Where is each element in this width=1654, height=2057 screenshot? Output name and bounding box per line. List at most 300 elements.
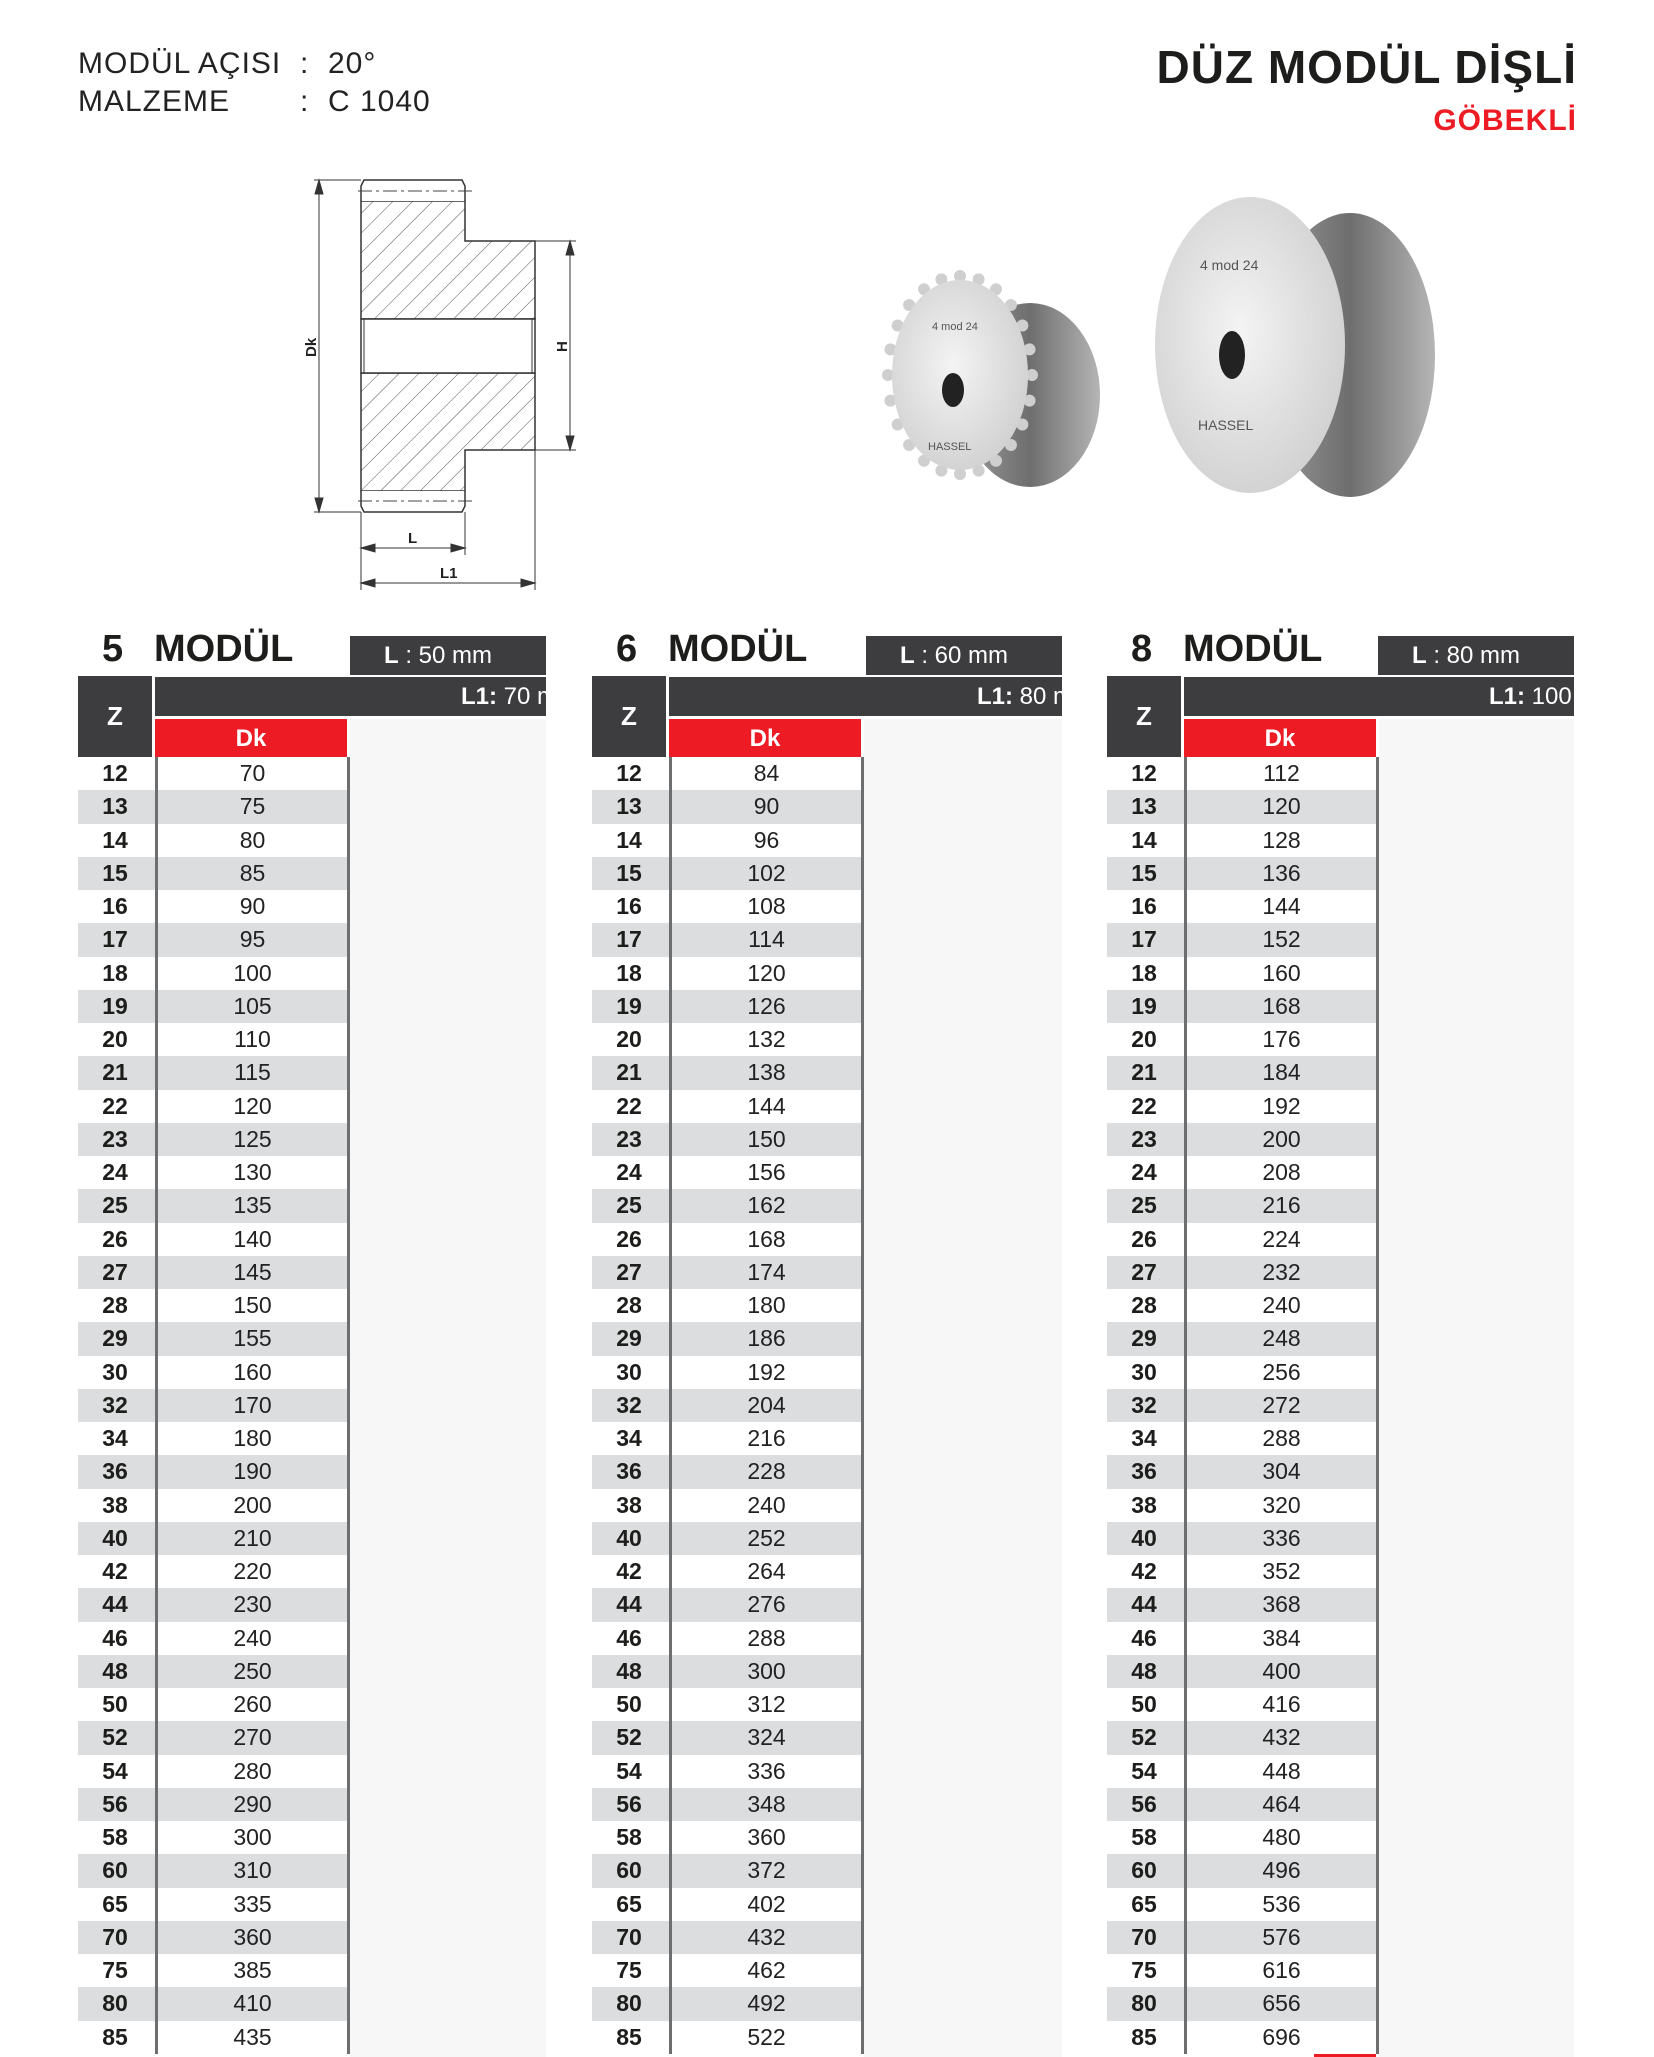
module-table-5	[78, 620, 578, 2057]
table-row	[1107, 1854, 1379, 1887]
table-row	[592, 1389, 864, 1422]
dk-cell: 240	[155, 1622, 350, 1655]
z-cell: 14	[1131, 826, 1157, 853]
l-label: L	[1412, 642, 1427, 669]
table-row	[592, 824, 864, 857]
dk-column-header: Dk	[1184, 719, 1376, 757]
dk-cell: 152	[1184, 923, 1379, 956]
module-word: MODÜL	[1183, 628, 1323, 670]
z-cell: 20	[616, 1026, 642, 1053]
table-row	[592, 990, 864, 1023]
z-cell: 26	[102, 1225, 128, 1252]
table-row	[78, 857, 350, 890]
dk-cell: 324	[669, 1721, 864, 1754]
dk-cell: 162	[669, 1189, 864, 1222]
z-cell: 52	[102, 1724, 128, 1751]
dk-cell: 348	[669, 1788, 864, 1821]
table-row	[592, 1223, 864, 1256]
table-row	[592, 1422, 864, 1455]
z-cell: 56	[102, 1790, 128, 1817]
z-cell: 70	[1131, 1923, 1157, 1950]
dk-cell: 85	[155, 857, 350, 890]
large-gear-engraving: 4 mod 24	[1200, 257, 1259, 273]
z-cell: 30	[102, 1358, 128, 1385]
z-cell: 75	[616, 1957, 642, 1984]
table-row	[78, 923, 350, 956]
dk-cell: 160	[155, 1356, 350, 1389]
table-row	[1107, 1588, 1379, 1621]
page-subtitle: GÖBEKLİ	[1433, 104, 1577, 137]
z-cell: 18	[1131, 959, 1157, 986]
dk-cell: 96	[669, 824, 864, 857]
table-row	[592, 1056, 864, 1089]
dk-cell: 304	[1184, 1455, 1379, 1488]
table-row	[592, 1588, 864, 1621]
table-row	[592, 1655, 864, 1688]
z-cell: 36	[102, 1458, 128, 1485]
z-cell: 70	[616, 1923, 642, 1950]
l1-dimension-row	[155, 677, 578, 716]
dk-cell: 310	[155, 1854, 350, 1887]
dk-cell: 75	[155, 790, 350, 823]
dk-cell: 156	[669, 1156, 864, 1189]
z-cell: 15	[102, 859, 128, 886]
module-word: MODÜL	[668, 628, 808, 670]
table-row	[1107, 1987, 1379, 2020]
dk-cell: 220	[155, 1555, 350, 1588]
z-cell: 29	[102, 1325, 128, 1352]
table-row	[592, 1921, 864, 1954]
table-row	[1107, 890, 1379, 923]
l-value: : 60 mm	[921, 642, 1009, 669]
table-row	[1107, 824, 1379, 857]
z-cell: 16	[102, 893, 128, 920]
dk-cell: 696	[1184, 2021, 1379, 2054]
dk-cell: 174	[669, 1256, 864, 1289]
dk-cell: 140	[155, 1223, 350, 1256]
page-title: DÜZ MODÜL DİŞLİ	[1156, 41, 1577, 93]
z-cell: 19	[102, 992, 128, 1019]
z-cell: 32	[616, 1391, 642, 1418]
table-row	[592, 1622, 864, 1655]
table-row	[1107, 1056, 1379, 1089]
table-row	[78, 757, 350, 790]
dimension-dk-label: Dk	[303, 337, 320, 357]
dk-cell: 336	[669, 1755, 864, 1788]
l-dimension-box	[866, 636, 1062, 675]
z-cell: 25	[1131, 1192, 1157, 1219]
table-row	[78, 957, 350, 990]
z-cell: 14	[616, 826, 642, 853]
z-cell: 16	[616, 893, 642, 920]
z-cell: 28	[616, 1292, 642, 1319]
module-title	[102, 628, 293, 671]
spec-separator: :	[300, 47, 310, 80]
dk-cell: 112	[1184, 757, 1379, 790]
dk-cell: 432	[669, 1921, 864, 1954]
table-row	[78, 1921, 350, 1954]
table-row	[1107, 790, 1379, 823]
dk-cell: 480	[1184, 1821, 1379, 1854]
table-row	[1107, 957, 1379, 990]
table-row	[592, 1854, 864, 1887]
dk-cell: 276	[669, 1588, 864, 1621]
dk-cell: 208	[1184, 1156, 1379, 1189]
table-row	[1107, 1655, 1379, 1688]
table-row	[78, 1954, 350, 1987]
l1-value: 100 mm	[1531, 683, 1619, 710]
dk-cell: 186	[669, 1322, 864, 1355]
z-cell: 36	[1131, 1458, 1157, 1485]
dk-cell: 448	[1184, 1755, 1379, 1788]
z-cell: 30	[1131, 1358, 1157, 1385]
dk-cell: 368	[1184, 1588, 1379, 1621]
z-cell: 50	[616, 1691, 642, 1718]
table-row	[1107, 1356, 1379, 1389]
table-row	[78, 1489, 350, 1522]
l-label: L	[900, 642, 915, 669]
table-row	[1107, 1788, 1379, 1821]
z-cell: 42	[102, 1558, 128, 1585]
small-gear-image	[882, 270, 1100, 487]
dk-cell: 272	[1184, 1389, 1379, 1422]
table-row	[78, 824, 350, 857]
z-cell: 56	[1131, 1790, 1157, 1817]
dk-cell: 656	[1184, 1987, 1379, 2020]
z-cell: 32	[102, 1391, 128, 1418]
dk-cell: 70	[155, 757, 350, 790]
dk-cell: 210	[155, 1522, 350, 1555]
z-cell: 48	[616, 1657, 642, 1684]
l1-value: 70 mm	[503, 683, 578, 710]
dk-cell: 120	[1184, 790, 1379, 823]
dk-cell: 410	[155, 1987, 350, 2020]
table-row	[1107, 1256, 1379, 1289]
table-row	[78, 1888, 350, 1921]
table-row	[592, 1788, 864, 1821]
z-cell: 21	[1131, 1059, 1157, 1086]
dk-cell: 240	[669, 1489, 864, 1522]
dk-cell: 95	[155, 923, 350, 956]
dk-cell: 200	[155, 1489, 350, 1522]
z-cell: 24	[102, 1159, 128, 1186]
dk-cell: 372	[669, 1854, 864, 1887]
table-row	[592, 1189, 864, 1222]
z-cell: 12	[102, 760, 128, 787]
dk-cell: 125	[155, 1123, 350, 1156]
z-cell: 13	[102, 793, 128, 820]
z-cell: 30	[616, 1358, 642, 1385]
z-cell: 23	[102, 1125, 128, 1152]
dk-cell: 300	[669, 1655, 864, 1688]
table-row	[78, 1389, 350, 1422]
table-row	[78, 1322, 350, 1355]
z-cell: 60	[616, 1857, 642, 1884]
dk-cell: 402	[669, 1888, 864, 1921]
dk-cell: 320	[1184, 1489, 1379, 1522]
z-cell: 38	[102, 1491, 128, 1518]
z-cell: 40	[1131, 1524, 1157, 1551]
gear-cross-section-drawing	[280, 160, 600, 600]
spec-value: 20°	[328, 47, 377, 80]
table-row	[1107, 990, 1379, 1023]
table-rows	[1107, 757, 1379, 2054]
table-row	[592, 1156, 864, 1189]
module-number: 5	[102, 628, 124, 670]
dk-cell: 168	[1184, 990, 1379, 1023]
z-cell: 18	[616, 959, 642, 986]
z-cell: 34	[1131, 1425, 1157, 1452]
l1-label: L1:	[461, 683, 497, 710]
z-cell: 19	[1131, 992, 1157, 1019]
dimension-dk	[314, 180, 361, 512]
table-row	[1107, 1888, 1379, 1921]
z-cell: 12	[1131, 760, 1157, 787]
table-row	[1107, 1921, 1379, 1954]
z-cell: 54	[102, 1757, 128, 1784]
dk-cell: 144	[1184, 890, 1379, 923]
dimension-l-label: L	[408, 530, 418, 547]
table-row	[592, 1888, 864, 1921]
table-row	[78, 890, 350, 923]
gear-product-photo	[880, 180, 1440, 520]
dk-cell: 384	[1184, 1622, 1379, 1655]
table-row	[1107, 1755, 1379, 1788]
z-cell: 27	[102, 1258, 128, 1285]
z-cell: 58	[616, 1824, 642, 1851]
table-row	[1107, 1954, 1379, 1987]
table-row	[592, 757, 864, 790]
dk-cell: 114	[669, 923, 864, 956]
table-row	[592, 790, 864, 823]
dk-cell: 136	[1184, 857, 1379, 890]
dk-cell: 138	[669, 1056, 864, 1089]
module-title	[616, 628, 807, 671]
z-cell: 12	[616, 760, 642, 787]
large-gear-image	[1155, 197, 1435, 497]
z-cell: 75	[1131, 1957, 1157, 1984]
z-cell: 44	[616, 1591, 642, 1618]
table-blank-panel	[1379, 719, 1574, 2057]
table-row	[592, 890, 864, 923]
table-row	[1107, 1721, 1379, 1754]
dk-cell: 288	[1184, 1422, 1379, 1455]
dk-cell: 176	[1184, 1023, 1379, 1056]
z-cell: 32	[1131, 1391, 1157, 1418]
dk-cell: 336	[1184, 1522, 1379, 1555]
dk-cell: 360	[155, 1921, 350, 1954]
z-cell: 60	[1131, 1857, 1157, 1884]
module-table-6	[592, 620, 1094, 2057]
dk-cell: 90	[669, 790, 864, 823]
dk-cell: 115	[155, 1056, 350, 1089]
z-cell: 25	[616, 1192, 642, 1219]
z-cell: 65	[102, 1890, 128, 1917]
table-row	[1107, 1322, 1379, 1355]
z-cell: 16	[1131, 893, 1157, 920]
z-cell: 13	[616, 793, 642, 820]
dk-cell: 120	[155, 1090, 350, 1123]
table-row	[1107, 1090, 1379, 1123]
table-row	[592, 857, 864, 890]
table-row	[78, 1356, 350, 1389]
z-cell: 85	[102, 2023, 128, 2050]
z-cell: 46	[616, 1624, 642, 1651]
dk-cell: 135	[155, 1189, 350, 1222]
table-row	[1107, 1688, 1379, 1721]
spec-separator: :	[300, 85, 310, 118]
table-row	[1107, 1289, 1379, 1322]
dk-cell: 400	[1184, 1655, 1379, 1688]
table-row	[78, 1455, 350, 1488]
table-row	[78, 1788, 350, 1821]
dk-cell: 230	[155, 1588, 350, 1621]
dk-cell: 144	[669, 1090, 864, 1123]
z-cell: 54	[616, 1757, 642, 1784]
dk-cell: 256	[1184, 1356, 1379, 1389]
table-row	[1107, 1489, 1379, 1522]
dk-cell: 110	[155, 1023, 350, 1056]
z-cell: 29	[616, 1325, 642, 1352]
z-cell: 27	[1131, 1258, 1157, 1285]
l1-dimension-row	[669, 677, 1094, 716]
l1-value: 80 mm	[1019, 683, 1094, 710]
z-cell: 44	[102, 1591, 128, 1618]
dk-cell: 216	[669, 1422, 864, 1455]
table-row	[78, 790, 350, 823]
table-row	[78, 1755, 350, 1788]
z-cell: 80	[102, 1990, 128, 2017]
z-cell: 36	[616, 1458, 642, 1485]
dk-cell: 464	[1184, 1788, 1379, 1821]
table-row	[78, 1655, 350, 1688]
dk-cell: 102	[669, 857, 864, 890]
z-cell: 24	[616, 1159, 642, 1186]
z-cell: 21	[616, 1059, 642, 1086]
z-column-header: Z	[78, 676, 152, 757]
z-cell: 14	[102, 826, 128, 853]
table-blank-panel	[864, 719, 1062, 2057]
z-cell: 85	[616, 2023, 642, 2050]
table-row	[78, 1688, 350, 1721]
z-cell: 17	[616, 926, 642, 953]
table-row	[78, 1622, 350, 1655]
dk-cell: 248	[1184, 1322, 1379, 1355]
table-row	[1107, 1422, 1379, 1455]
dk-column-header: Dk	[669, 719, 861, 757]
table-row	[78, 1289, 350, 1322]
dk-cell: 90	[155, 890, 350, 923]
z-cell: 52	[616, 1724, 642, 1751]
l-dimension-box	[1378, 636, 1574, 675]
z-cell: 22	[102, 1092, 128, 1119]
dk-cell: 288	[669, 1622, 864, 1655]
dk-cell: 155	[155, 1322, 350, 1355]
z-cell: 20	[102, 1026, 128, 1053]
z-cell: 28	[102, 1292, 128, 1319]
dk-cell: 335	[155, 1888, 350, 1921]
z-cell: 34	[616, 1425, 642, 1452]
z-column-header: Z	[592, 676, 666, 757]
dk-cell: 168	[669, 1223, 864, 1256]
z-cell: 27	[616, 1258, 642, 1285]
table-row	[592, 1755, 864, 1788]
z-column-header: Z	[1107, 676, 1181, 757]
z-cell: 13	[1131, 793, 1157, 820]
dk-cell: 130	[155, 1156, 350, 1189]
z-cell: 65	[616, 1890, 642, 1917]
table-row	[1107, 1389, 1379, 1422]
z-cell: 21	[102, 1059, 128, 1086]
dk-cell: 300	[155, 1821, 350, 1854]
table-row	[78, 1854, 350, 1887]
table-row	[78, 990, 350, 1023]
z-cell: 23	[616, 1125, 642, 1152]
z-cell: 40	[616, 1524, 642, 1551]
z-cell: 46	[1131, 1624, 1157, 1651]
z-cell: 28	[1131, 1292, 1157, 1319]
dk-cell: 616	[1184, 1954, 1379, 1987]
small-gear-brand: HASSEL	[928, 441, 972, 453]
z-cell: 42	[616, 1558, 642, 1585]
dk-cell: 385	[155, 1954, 350, 1987]
table-row	[78, 1987, 350, 2020]
module-number: 8	[1131, 628, 1153, 670]
spec-value: C 1040	[328, 85, 431, 118]
dk-cell: 290	[155, 1788, 350, 1821]
z-cell: 38	[1131, 1491, 1157, 1518]
table-row	[592, 1455, 864, 1488]
z-cell: 42	[1131, 1558, 1157, 1585]
z-cell: 52	[1131, 1724, 1157, 1751]
z-cell: 38	[616, 1491, 642, 1518]
dk-cell: 312	[669, 1688, 864, 1721]
dk-cell: 100	[155, 957, 350, 990]
dk-cell: 126	[669, 990, 864, 1023]
table-row	[78, 1189, 350, 1222]
z-cell: 34	[102, 1425, 128, 1452]
z-cell: 15	[1131, 859, 1157, 886]
table-row	[78, 1123, 350, 1156]
dk-cell: 252	[669, 1522, 864, 1555]
table-row	[1107, 1622, 1379, 1655]
table-row	[592, 1688, 864, 1721]
z-cell: 40	[102, 1524, 128, 1551]
dk-cell: 160	[1184, 957, 1379, 990]
table-row	[592, 957, 864, 990]
dk-cell: 432	[1184, 1721, 1379, 1754]
table-row	[592, 1123, 864, 1156]
dimension-l1-label: L1	[440, 565, 458, 582]
table-row	[1107, 857, 1379, 890]
z-cell: 17	[102, 926, 128, 953]
table-row	[1107, 1455, 1379, 1488]
dk-cell: 435	[155, 2021, 350, 2054]
z-cell: 44	[1131, 1591, 1157, 1618]
dk-cell: 232	[1184, 1256, 1379, 1289]
z-cell: 58	[1131, 1824, 1157, 1851]
module-table-8	[1107, 620, 1619, 2057]
dk-cell: 536	[1184, 1888, 1379, 1921]
dk-cell: 132	[669, 1023, 864, 1056]
z-cell: 26	[616, 1225, 642, 1252]
table-row	[1107, 1223, 1379, 1256]
large-gear-brand: HASSEL	[1198, 417, 1254, 433]
table-row	[592, 1821, 864, 1854]
z-cell: 54	[1131, 1757, 1157, 1784]
dk-cell: 270	[155, 1721, 350, 1754]
dk-cell: 108	[669, 890, 864, 923]
